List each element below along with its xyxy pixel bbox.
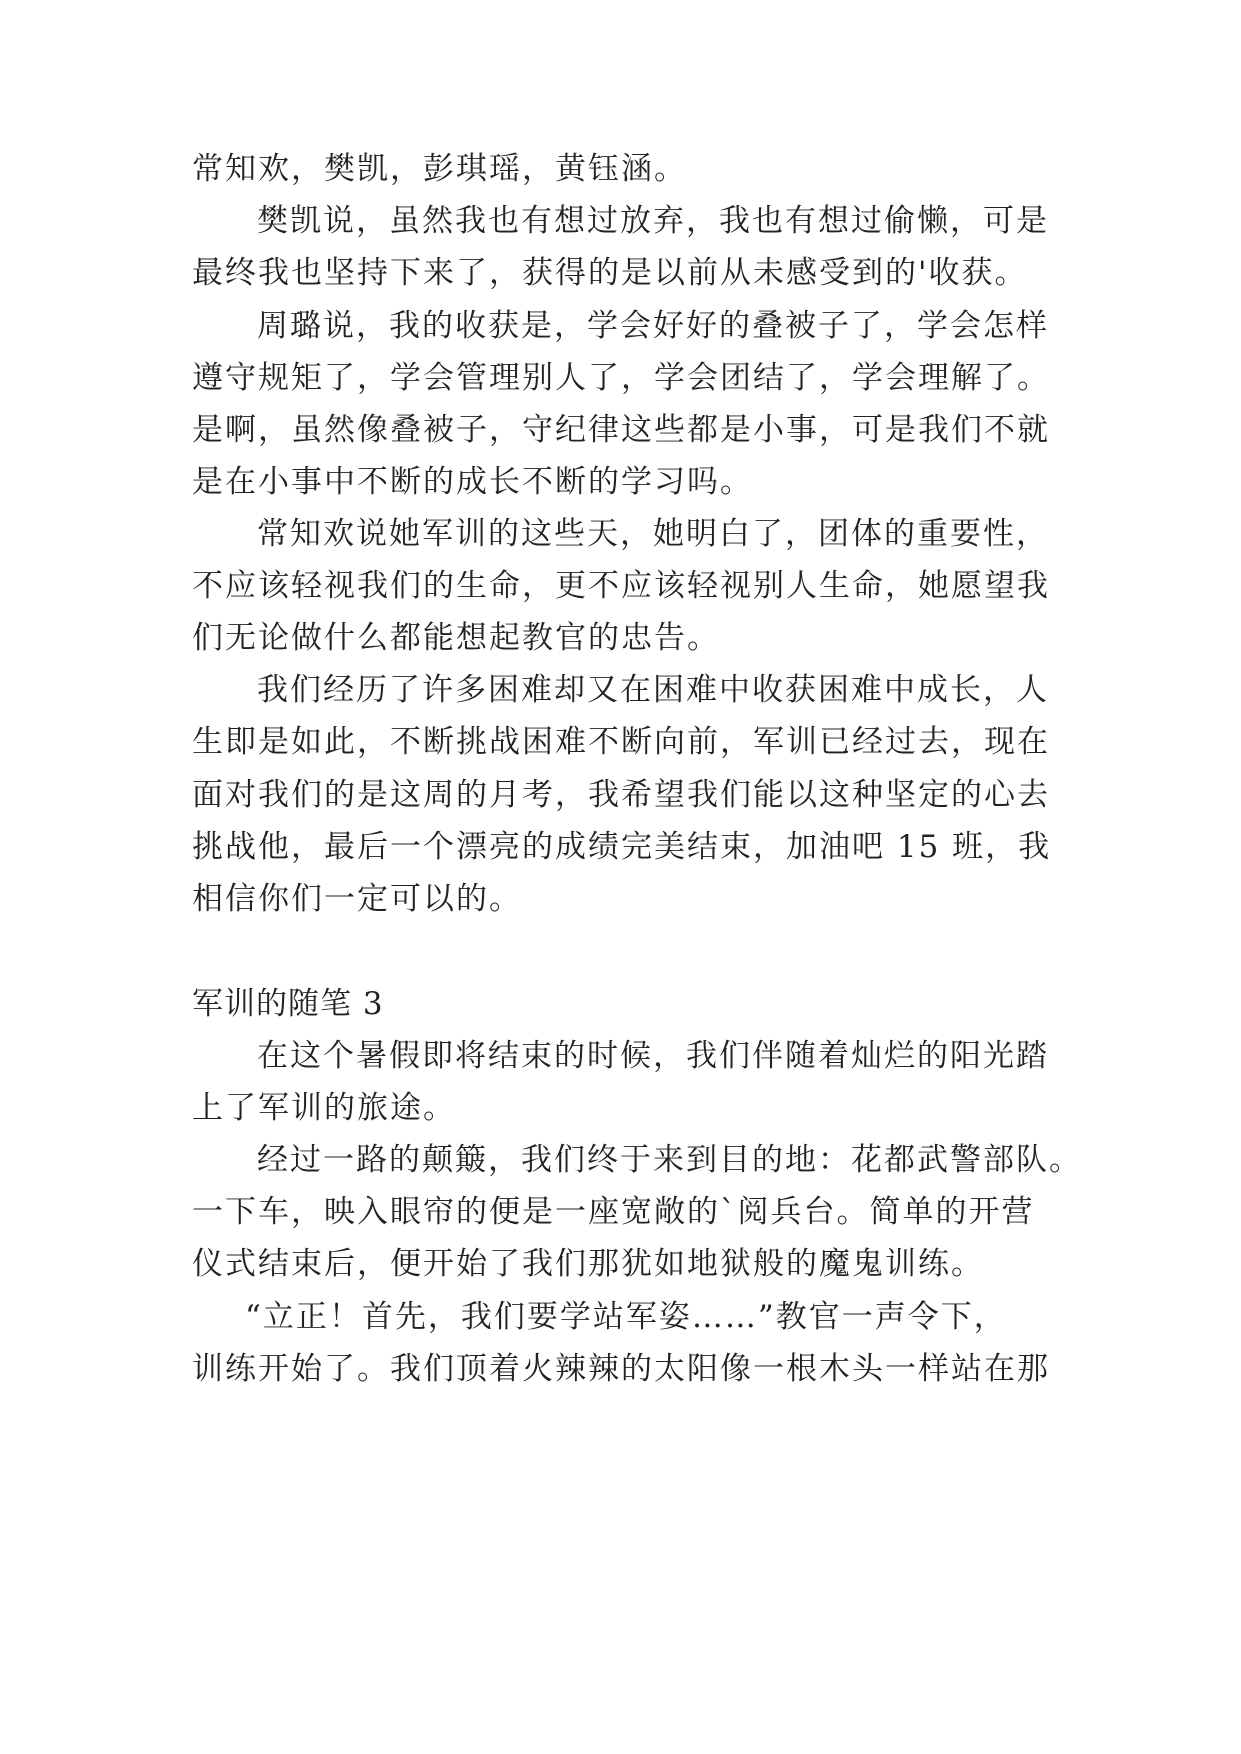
paragraph-line: “立正！首先，我们要学站军姿……”教官一声令下， xyxy=(245,1299,1007,1335)
paragraph-line: 常知欢说她军训的这些天，她明白了，团体的重要性， xyxy=(257,516,1049,552)
paragraph-line: 不应该轻视我们的生命，更不应该轻视别人生命，她愿望我 xyxy=(192,568,1050,604)
paragraph-line: 挑战他，最后一个漂亮的成绩完美结束，加油吧 15 班，我 xyxy=(192,829,1052,865)
paragraph-line: 相信你们一定可以的。 xyxy=(192,881,522,917)
paragraph-line: 上了军训的旅途。 xyxy=(192,1090,456,1126)
paragraph-line: 樊凯说，虽然我也有想过放弃，我也有想过偷懒，可是 xyxy=(257,203,1049,239)
paragraph-line: 一下车，映入眼帘的便是一座宽敞的`阅兵台。简单的开营 xyxy=(192,1194,1035,1230)
paragraph-line: 面对我们的是这周的月考，我希望我们能以这种坚定的心去 xyxy=(192,777,1050,813)
paragraph-line: 仪式结束后，便开始了我们那犹如地狱般的魔鬼训练。 xyxy=(192,1246,984,1282)
paragraph-line: 们无论做什么都能想起教官的忠告。 xyxy=(192,620,720,656)
paragraph-line: 我们经历了许多困难却又在困难中收获困难中成长，人 xyxy=(257,672,1049,708)
paragraph-line: 遵守规矩了，学会管理别人了，学会团结了，学会理解了。 xyxy=(192,360,1050,396)
paragraph-line: 是在小事中不断的成长不断的学习吗。 xyxy=(192,464,753,500)
paragraph-line: 经过一路的颠簸，我们终于来到目的地：花都武警部队。 xyxy=(257,1142,1082,1178)
paragraph-line: 最终我也坚持下来了，获得的是以前从未感受到的'收获。 xyxy=(192,255,1028,291)
paragraph-line: 训练开始了。我们顶着火辣辣的太阳像一根木头一样站在那 xyxy=(192,1351,1050,1387)
paragraph-line: 周璐说，我的收获是，学会好好的叠被子了，学会怎样 xyxy=(257,308,1049,344)
section-heading: 军训的随笔 3 xyxy=(192,986,384,1022)
paragraph-line: 是啊，虽然像叠被子，守纪律这些都是小事，可是我们不就 xyxy=(192,412,1050,448)
paragraph-line: 常知欢，樊凯，彭琪瑶，黄钰涵。 xyxy=(192,151,687,187)
paragraph-line: 生即是如此，不断挑战困难不断向前，军训已经过去，现在 xyxy=(192,724,1050,760)
paragraph-line: 在这个暑假即将结束的时候，我们伴随着灿烂的阳光踏 xyxy=(257,1038,1049,1074)
